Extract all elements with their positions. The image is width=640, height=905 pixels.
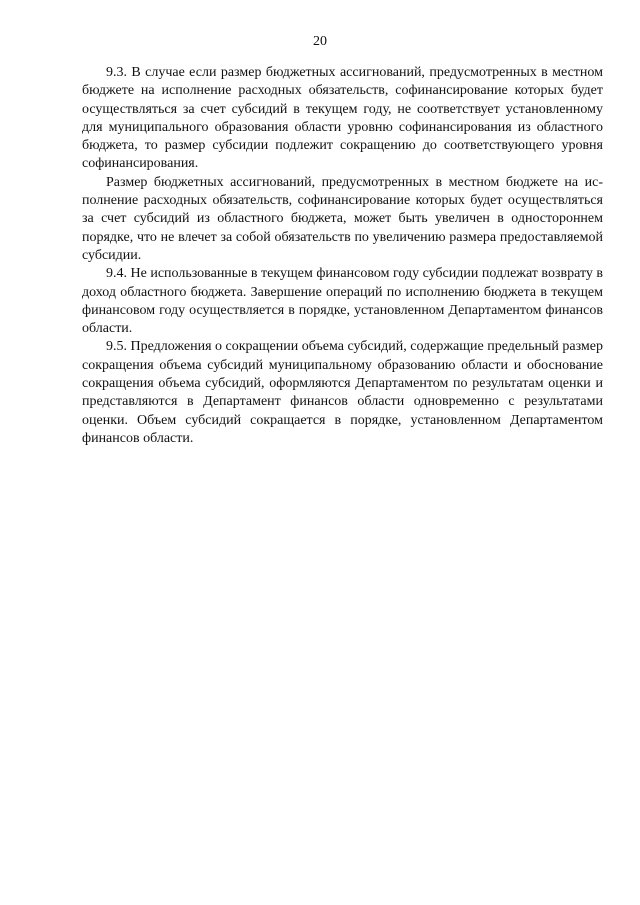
paragraph-9-4: 9.4. Не использованные в текущем финансовом году субсидии подлежат возврату в доход областного бюджета. Завершение операций по исполнению бюджета в текущем финансовом году осуществляется в порядке, установленном Департаментом финансов области. [82, 266, 603, 337]
paragraph-9-3: 9.3. В случае если размер бюджетных ассигнований, предусмотренных в местном бюджете на исполнение расходных обязательств, софинансирование которых будет осуществляться за счет субсидий в текущем году, не соответствует установленному для муниципального образования области уровню софинансирования из областного бюджета, то размер субсидии подлежит сокращению до соответствующего уровня софинансирования. [82, 65, 603, 172]
page-number: 20 [313, 34, 327, 49]
paragraph-budget-allocation: Размер бюджетных ассигнований, предусмотренных в местном бюджете на исполнение расходных обязательств, софинансирование которых будет осуществляться за счет субсидий из областного бюджета, может быть увеличен в одностороннем порядке, что не влечет за собой обязательств по увеличению размера предоставляемой субсидии. [82, 174, 603, 263]
document-body [82, 64, 603, 448]
paragraph-9-5: 9.5. Предложения о сокращении объема субсидий, содержащие предельный размер сокращения объема субсидий муниципальному образованию области и обоснование сокращения объема субсидий, оформляются Департаментом по результатам оценки и представляются в Департамент финансов области одновременно с результатами оценки. Объем субсидий сокращается в порядке, установленном Департаментом финансов области. [82, 339, 603, 446]
